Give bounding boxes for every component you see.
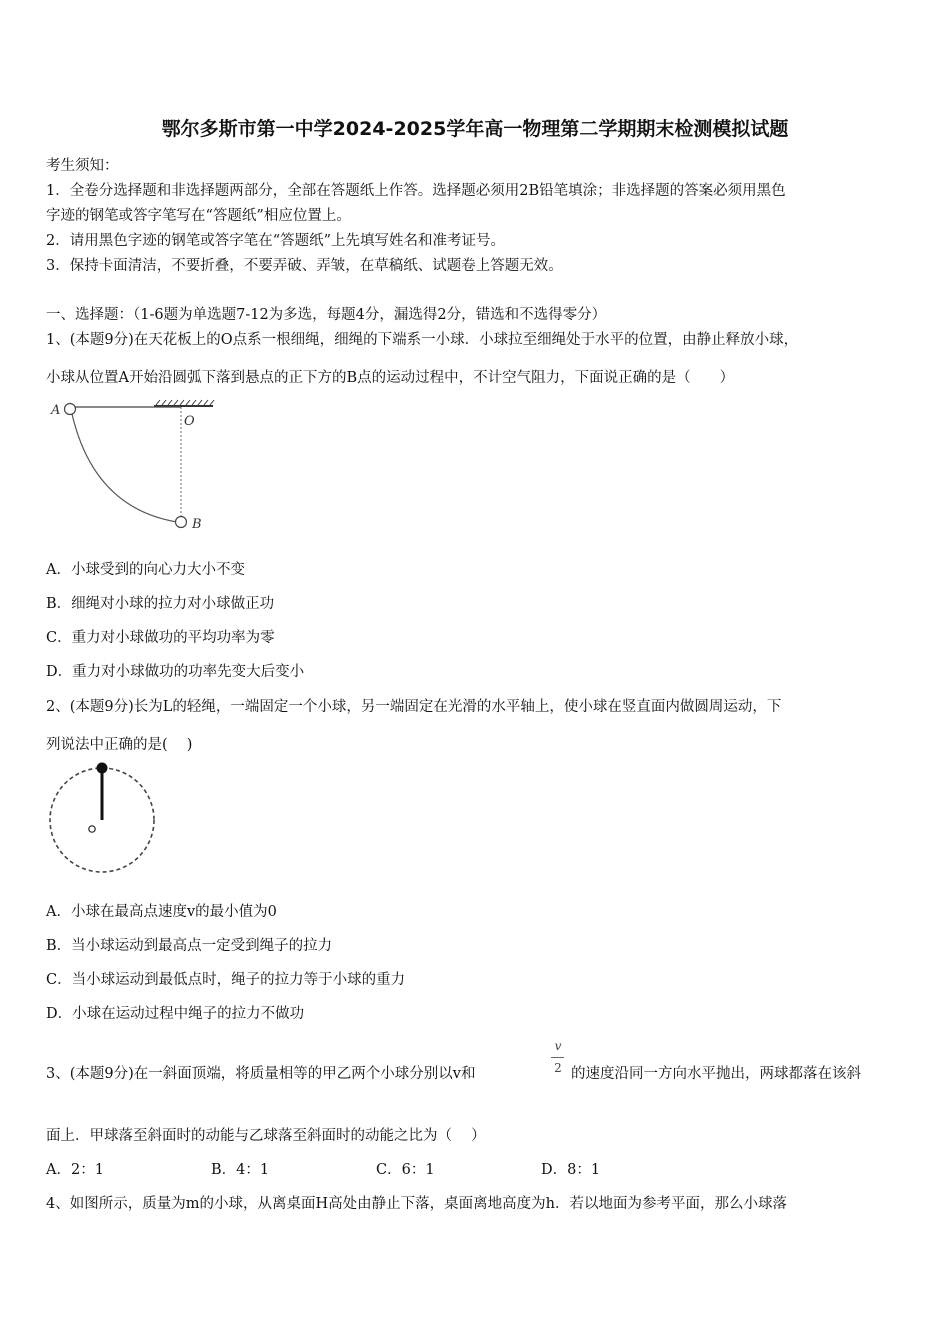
q2-option-d: D．小球在运动过程中绳子的拉力不做功 — [46, 1006, 305, 1022]
axis-point — [89, 826, 95, 832]
q4-text-line-1: 4、如图所示，质量为m的小球，从离桌面H高处由静止下落，桌面离地高度为h．若以地面为参考平面，那么小球落 — [46, 1196, 787, 1212]
notice-line-1a: 1．全卷分选择题和非选择题两部分，全部在答题纸上作答。选择题必须用2B铅笔填涂；非选择题的答案必须用黑色 — [46, 183, 786, 199]
q2-option-a: A．小球在最高点速度v的最小值为0 — [46, 904, 277, 920]
q2-text-line-2: 列说法中正确的是( ) — [46, 737, 193, 753]
q3-option-b: B．4：1 — [211, 1162, 270, 1178]
notice-line-2: 2．请用黑色字迹的钢笔或答字笔在“答题纸”上先填写姓名和准考证号。 — [46, 233, 506, 249]
label-a: A — [51, 403, 61, 418]
notice-line-3: 3．保持卡面清洁，不要折叠，不要弄破、弄皱，在草稿纸、试题卷上答题无效。 — [46, 258, 563, 274]
notice-heading: 考生须知： — [46, 158, 119, 174]
q2-option-c: C．当小球运动到最低点时，绳子的拉力等于小球的重力 — [46, 972, 406, 988]
q2-text-line-1: 2、(本题9分)长为L的轻绳，一端固定一个小球，另一端固定在光滑的水平轴上，使小球在竖直面内做圆周运动，下 — [46, 699, 782, 715]
q3-option-d: D．8：1 — [541, 1162, 601, 1178]
ball-at-b — [176, 517, 187, 528]
label-o: O — [184, 414, 195, 429]
circular-motion-figure — [46, 758, 161, 876]
ball-top — [97, 763, 108, 774]
q1-option-a: A．小球受到的向心力大小不变 — [46, 562, 245, 578]
q1-option-d: D．重力对小球做功的功率先变大后变小 — [46, 664, 305, 680]
q2-option-b: B．当小球运动到最高点一定受到绳子的拉力 — [46, 938, 333, 954]
ceiling-hatch — [156, 400, 214, 405]
q3-option-c: C．6：1 — [376, 1162, 435, 1178]
q3-text-line-1a: 3、(本题9分)在一斜面顶端，将质量相等的甲乙两个小球分别以v和 — [46, 1066, 476, 1082]
pendulum-figure — [46, 396, 226, 536]
ball-at-a — [65, 404, 76, 415]
q3-fraction-numerator: v — [554, 1039, 562, 1053]
page-title: 鄂尔多斯市第一中学2024-2025学年高一物理第二学期期末检测模拟试题 — [161, 118, 789, 140]
q3-option-a: A．2：1 — [46, 1162, 104, 1178]
notice-line-1b: 字迹的钢笔或答字笔写在“答题纸”相应位置上。 — [46, 208, 351, 224]
q3-fraction-denominator: 2 — [554, 1061, 562, 1075]
q1-option-b: B．细绳对小球的拉力对小球做正功 — [46, 596, 275, 612]
q3-fraction-bar — [551, 1057, 564, 1058]
label-b: B — [192, 517, 202, 532]
q3-text-line-2: 面上．甲球落至斜面时的动能与乙球落至斜面时的动能之比为（ ） — [46, 1128, 486, 1144]
q1-text-line-2: 小球从位置A开始沿圆弧下落到悬点的正下方的B点的运动过程中，不计空气阻力，下面说正确的是（ ） — [46, 370, 735, 386]
arc-path — [72, 414, 177, 522]
section-heading: 一、选择题：（1-6题为单选题7-12为多选，每题4分，漏选得2分，错选和不选得零分） — [46, 307, 607, 323]
q1-option-c: C．重力对小球做功的平均功率为零 — [46, 630, 275, 646]
q1-text-line-1: 1、(本题9分)在天花板上的O点系一根细绳，细绳的下端系一小球．小球拉至细绳处于水平的位置，由静止释放小球， — [46, 332, 799, 348]
q3-text-line-1b: 的速度沿同一方向水平抛出，两球都落在该斜 — [571, 1066, 861, 1082]
